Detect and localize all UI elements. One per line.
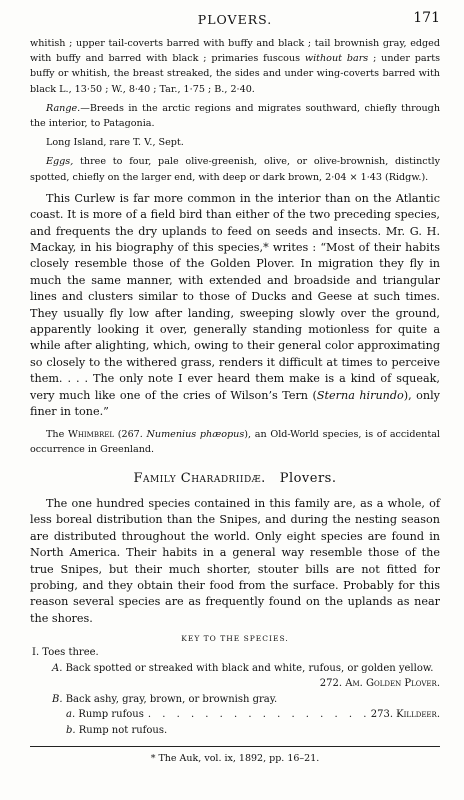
page-header — [30, 6, 440, 36]
curlew-text-end: ), only finer in tone.” — [30, 388, 440, 419]
whimbrel-pre: The — [46, 428, 68, 440]
description-emphasis: without bars — [304, 53, 369, 65]
whimbrel-name: Whimbrel — [67, 428, 115, 440]
running-title: PLOVERS. — [197, 12, 273, 27]
range-paragraph — [30, 101, 440, 131]
key-item-i: I. Toes three. — [32, 647, 99, 659]
curlew-text: This Curlew is far more common in the interior than on the Atlantic coast. It is more of a field bird than either of the two preceding species, and frequents the dry uplands to feed on seeds and insects. Mr. G. H. Mackay, in his biography of this species,* writes : “Most of their habits closely resemble those of the Golden Plover. In migration they fly in much the same manner, with extended and broadside and triangular lines and clusters similar to those of Ducks and Geese at such times. They usually fly low after landing, sweeping slowly over the ground, apparently looking it over, generally standing motionless for quite a while after alighting, which, owing to their general color approximating so closely to the withered grass, renders it difficult at times to perceive them. . . . The only note I ever heard them make is a kind of squeak, very much like one of the cries of Wilson’s Tern ( — [30, 191, 440, 402]
range-label: Range. — [46, 102, 81, 114]
leader-dots — [144, 707, 371, 723]
family-title: Family Charadriidæ. — [133, 470, 266, 486]
long-island-paragraph: Long Island, rare T. V., Sept. — [46, 137, 184, 149]
key-text-b-a: Rump rufous — [75, 709, 144, 721]
description-text-a: whitish ; upper tail-coverts barred with buffy and black ; tail brownish gray, edged with buffy and barred with black ; primaries fuscous — [30, 38, 440, 65]
eggs-label: Eggs, — [46, 156, 74, 168]
curlew-paragraph — [30, 191, 440, 421]
key-result-golden-plover: 272. Am. Golden Plover. — [319, 678, 440, 690]
whimbrel-post: ), an Old-World species, is of accidental occurrence in Greenland. — [30, 428, 440, 455]
family-paragraph: The one hundred species contained in this family are, as a whole, of less boreal distribution than the Snipes, and during the nesting season are distributed throughout the world. Only eight species are found in North America. Their habits in a general way resemble those of the true Snipes, but their much shorter, stouter bills are not fitted for probing, and they obtain their food from the surface. Probably for this reason several species are as frequently found on the uplands as near the shores. — [30, 496, 440, 625]
footnote-rule — [30, 746, 440, 747]
family-heading — [30, 471, 440, 486]
whimbrel-paren: (267. — [114, 428, 147, 440]
key-label-b-b: b. — [66, 724, 76, 736]
description-paragraph — [30, 36, 440, 97]
family-common-name: Plovers. — [279, 470, 337, 486]
key-result-killdeer: 273. Killdeer. — [370, 709, 440, 721]
key-label-a: A. — [52, 662, 63, 674]
whimbrel-scientific-name: Numenius phæopus — [146, 428, 245, 440]
eggs-text: three to four, pale olive-greenish, olive, or olive-brownish, distinctly spotted, chiefly on the larger end, with deep or dark brown, 2·04 × 1·43 (Ridgw.). — [30, 156, 440, 183]
description-text-b: ; under parts buffy or whitish, the breast streaked, the sides and under wing-coverts barred with black L., 13·50 ; W., 8·40 ; Tar., 1·75 ; B., 2·40. — [30, 53, 440, 95]
key-text-b: Back ashy, gray, brown, or brownish gray. — [62, 693, 278, 705]
footnote: * The Auk, vol. ix, 1892, pp. 16–21. — [150, 753, 320, 765]
key-item-b-a — [66, 707, 440, 723]
key-heading: KEY TO THE SPECIES. — [181, 634, 289, 644]
key-label-b-a: a. — [66, 709, 76, 721]
key-item-b-b — [66, 723, 440, 739]
key-b-a-text-wrap — [66, 707, 144, 723]
key-text-b-b: Rump not rufous. — [75, 724, 168, 736]
range-text: —Breeds in the arctic regions and migrates southward, chiefly through the interior, to Patagonia. — [30, 102, 440, 130]
key-item-b — [52, 692, 440, 708]
eggs-paragraph — [30, 154, 440, 184]
page-number: 171 — [413, 10, 440, 26]
key-text-a: Back spotted or streaked with black and white, rufous, or golden yellow. — [62, 662, 434, 674]
curlew-scientific-name: Sterna hirundo — [316, 388, 404, 402]
key-label-b: B. — [52, 693, 63, 705]
whimbrel-paragraph — [30, 427, 440, 457]
key-item-a — [52, 661, 440, 677]
